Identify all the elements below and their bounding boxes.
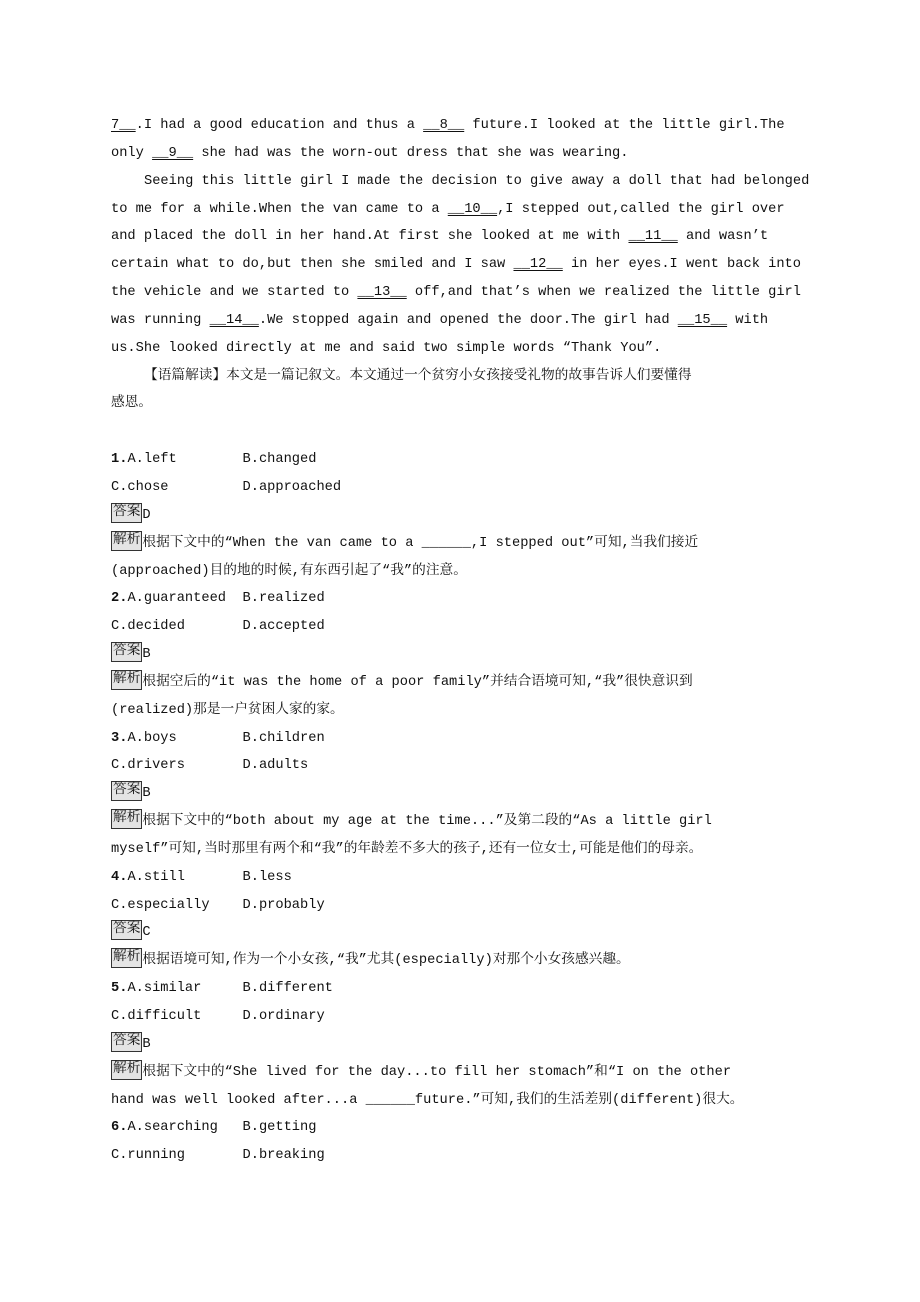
passage-text: off,and that’s when we realized the little girl	[406, 285, 801, 301]
passage-text: us.She looked directly at me and said two simple words “Thank You”.	[111, 340, 662, 356]
analysis-row	[111, 1059, 811, 1087]
option-a: A.left	[127, 452, 177, 468]
blank-number: __11__	[628, 229, 678, 245]
answer-row	[111, 780, 811, 808]
passage-text: future.I looked at the little girl.The	[464, 118, 785, 133]
answer-value: B	[142, 1036, 151, 1052]
answer-value: B	[142, 786, 151, 802]
passage-text: .We stopped again and opened the door.The girl had	[258, 312, 678, 328]
passage-text: she had was the worn-out dress that she was wearing.	[193, 145, 629, 161]
passage-text: with	[727, 312, 769, 328]
passage-text: Seeing this little girl I made the decision to give away a doll that had belonged	[144, 173, 810, 189]
option-d: D.breaking	[242, 1148, 325, 1164]
analysis-label: 解析	[111, 809, 142, 829]
analysis-row	[111, 530, 811, 558]
answer-row	[111, 641, 811, 669]
analysis-label: 解析	[111, 948, 142, 968]
passage-text: 感恩。	[111, 396, 153, 412]
question-number: 3.	[111, 730, 128, 746]
passage-line	[111, 168, 811, 196]
question-number: 6.	[111, 1120, 128, 1136]
analysis-text: (approached)目的地的时候,有东西引起了“我”的注意。	[111, 563, 467, 579]
option-d: D.ordinary	[242, 1009, 325, 1024]
question-options-row	[111, 474, 811, 502]
passage-text: in her eyes.I went back into	[562, 257, 801, 273]
passage-text: was running	[111, 312, 210, 328]
option-c: C.drivers	[111, 758, 185, 774]
option-a: A.still	[127, 869, 185, 885]
option-b: B.children	[242, 730, 325, 746]
document-page	[111, 112, 811, 1170]
passage-line	[111, 223, 811, 251]
blank-number: __10__	[447, 201, 498, 217]
answer-label: 答案	[111, 642, 142, 662]
blank-number: __9__	[152, 145, 194, 161]
answer-row	[111, 502, 811, 530]
question-options-row	[111, 613, 811, 641]
analysis-row	[111, 947, 811, 975]
passage-text: to me for a while.When the van came to a	[111, 201, 448, 217]
question-options-row	[111, 1003, 811, 1031]
answer-row	[111, 1031, 811, 1059]
option-d: D.accepted	[242, 619, 325, 635]
analysis-row	[111, 836, 811, 864]
option-b: B.getting	[242, 1120, 317, 1136]
answer-value: B	[142, 647, 151, 663]
blank-number: __14__	[209, 312, 259, 328]
analysis-label: 解析	[111, 1060, 142, 1080]
analysis-row	[111, 808, 811, 836]
passage-line	[111, 390, 811, 418]
option-d: D.probably	[242, 897, 325, 913]
analysis-text: myself”可知,当时那里有两个和“我”的年龄差不多大的孩子,还有一位女士,可能是他们的母亲。	[111, 841, 703, 857]
passage-line	[111, 279, 811, 307]
answer-label: 答案	[111, 503, 142, 523]
option-b: B.less	[242, 869, 292, 885]
question-options-row	[111, 892, 811, 920]
passage-text: .I had a good education and thus a	[135, 118, 424, 133]
analysis-row	[111, 697, 811, 725]
option-c: C.difficult	[111, 1009, 202, 1024]
question-number: 4.	[111, 869, 128, 885]
analysis-text: 根据语境可知,作为一个小女孩,“我”尤其(especially)对那个小女孩感兴趣。	[142, 953, 630, 969]
question-options-row	[111, 585, 811, 613]
passage-line	[111, 335, 811, 363]
question-options-row	[111, 864, 811, 892]
analysis-text: (realized)那是一户贫困人家的家。	[111, 702, 344, 718]
analysis-label: 解析	[111, 670, 142, 690]
analysis-text: hand was well looked after...a ______future.”可知,我们的生活差别(different)很大。	[111, 1092, 744, 1108]
passage-line	[111, 363, 811, 391]
answer-value: D	[142, 507, 151, 523]
passage-line	[111, 251, 811, 279]
question-number: 2.	[111, 591, 128, 607]
analysis-row	[111, 1087, 811, 1115]
answer-label: 答案	[111, 781, 142, 801]
question-number: 1.	[111, 452, 128, 468]
analysis-label: 解析	[111, 531, 142, 551]
blank-number: __12__	[513, 257, 563, 273]
passage-line	[111, 112, 811, 140]
analysis-text: 根据空后的“it was the home of a poor family”并结合语境可知,“我”很快意识到	[142, 674, 693, 690]
passage-text: 【语篇解读】本文是一篇记叙文。本文通过一个贫穷小女孩接受礼物的故事告诉人们要懂得	[144, 368, 692, 384]
passage-text: and placed the doll in her hand.At first she looked at me with	[111, 229, 629, 245]
option-a: A.similar	[127, 981, 202, 997]
option-a: A.guaranteed	[127, 591, 227, 607]
option-b: B.changed	[242, 452, 317, 468]
analysis-text: 根据下文中的“When the van came to a ______,I stepped out”可知,当我们接近	[142, 535, 699, 551]
option-a: A.searching	[127, 1120, 218, 1136]
option-c: C.decided	[111, 619, 185, 635]
answer-label: 答案	[111, 1032, 142, 1052]
blank-number: __15__	[677, 312, 728, 328]
passage-line	[111, 307, 811, 335]
question-options-row	[111, 1114, 811, 1142]
answer-label: 答案	[111, 920, 142, 940]
answer-row	[111, 919, 811, 947]
option-c: C.especially	[111, 897, 210, 913]
question-options-row	[111, 752, 811, 780]
question-options-row	[111, 1142, 811, 1170]
answer-value: C	[142, 925, 151, 941]
blank-number: __13__	[357, 285, 407, 301]
analysis-row	[111, 669, 811, 697]
blank-number: __8__	[423, 118, 465, 133]
question-number: 5.	[111, 981, 128, 997]
option-a: A.boys	[127, 730, 177, 746]
analysis-text: 根据下文中的“both about my age at the time...”及第二段的“As a little girl	[142, 814, 712, 830]
passage-text: only	[111, 145, 153, 161]
passage-text: certain what to do,but then she smiled and I saw	[111, 257, 514, 273]
blank-number: 7__	[111, 118, 136, 133]
passage-text: the vehicle and we started to	[111, 285, 358, 301]
option-d: D.adults	[242, 758, 309, 774]
option-b: B.different	[242, 981, 333, 997]
option-b: B.realized	[242, 591, 325, 607]
option-d: D.approached	[242, 479, 342, 495]
passage-line	[111, 196, 811, 224]
passage-text: and wasn’t	[677, 229, 769, 245]
option-c: C.chose	[111, 479, 169, 495]
passage-text	[111, 424, 119, 439]
passage-text: ,I stepped out,called the girl over	[497, 201, 785, 217]
question-options-row	[111, 975, 811, 1003]
analysis-row	[111, 558, 811, 586]
question-options-row	[111, 446, 811, 474]
option-c: C.running	[111, 1148, 185, 1164]
passage-line	[111, 140, 811, 168]
passage-line	[111, 418, 811, 446]
analysis-text: 根据下文中的“She lived for the day...to fill her stomach”和“I on the other	[142, 1064, 732, 1080]
question-options-row	[111, 725, 811, 753]
